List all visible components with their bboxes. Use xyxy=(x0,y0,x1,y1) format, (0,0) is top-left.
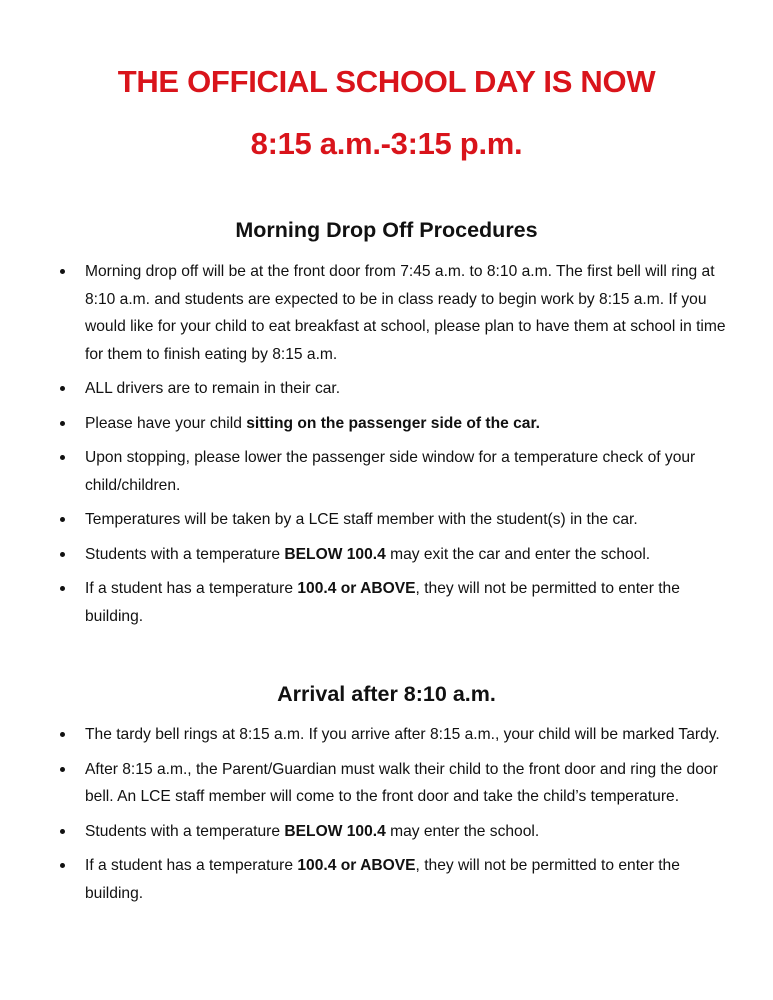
list-item: Upon stopping, please lower the passenger side window for a temperature check of your child/children. xyxy=(0,444,773,499)
arrival-list xyxy=(0,721,773,914)
morning-drop-off-list xyxy=(0,258,773,637)
bullet-icon xyxy=(60,767,65,772)
bullet-icon xyxy=(60,455,65,460)
morning-drop-off-heading: Morning Drop Off Procedures xyxy=(235,218,538,242)
list-item: If a student has a temperature 100.4 or ABOVE, they will not be permitted to enter the building. xyxy=(0,852,773,907)
arrival-heading: Arrival after 8:10 a.m. xyxy=(277,682,496,706)
school-hours: 8:15 a.m.-3:15 p.m. xyxy=(250,126,523,161)
list-item: Please have your child sitting on the passenger side of the car. xyxy=(0,410,773,438)
bullet-icon xyxy=(60,586,65,591)
page-title: THE OFFICIAL SCHOOL DAY IS NOW xyxy=(117,64,656,99)
bullet-icon xyxy=(60,517,65,522)
bullet-icon xyxy=(60,386,65,391)
bullet-icon xyxy=(60,829,65,834)
list-item: Temperatures will be taken by a LCE staff member with the student(s) in the car. xyxy=(0,506,773,534)
bullet-icon xyxy=(60,863,65,868)
bullet-icon xyxy=(60,732,65,737)
list-item: Morning drop off will be at the front door from 7:45 a.m. to 8:10 a.m. The first bell will ring at 8:10 a.m. and students are expected to be in class ready to begin work by 8:15 a.m. If you would like for your child to eat breakfast at school, please plan to have them at school in time for them to finish eating by 8:15 a.m. xyxy=(0,258,773,368)
list-item: ALL drivers are to remain in their car. xyxy=(0,375,773,403)
list-item: The tardy bell rings at 8:15 a.m. If you arrive after 8:15 a.m., your child will be marked Tardy. xyxy=(0,721,773,749)
list-item: After 8:15 a.m., the Parent/Guardian must walk their child to the front door and ring the door bell. An LCE staff member will come to the front door and take the child’s temperature. xyxy=(0,756,773,811)
bullet-icon xyxy=(60,552,65,557)
list-item: If a student has a temperature 100.4 or ABOVE, they will not be permitted to enter the building. xyxy=(0,575,773,630)
list-item: Students with a temperature BELOW 100.4 may enter the school. xyxy=(0,818,773,846)
bullet-icon xyxy=(60,421,65,426)
list-item: Students with a temperature BELOW 100.4 may exit the car and enter the school. xyxy=(0,541,773,569)
bullet-icon xyxy=(60,269,65,274)
